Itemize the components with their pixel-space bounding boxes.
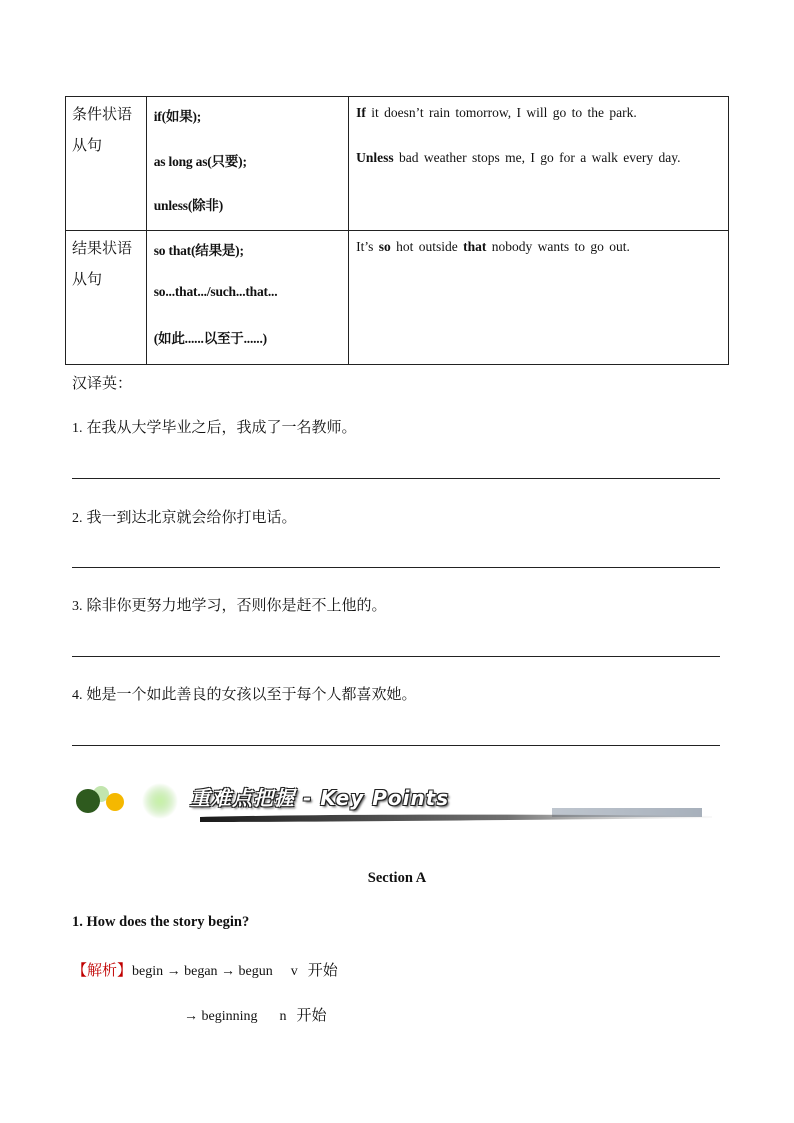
clause-type-line: 结果状语: [72, 239, 133, 257]
question-number: 1.: [72, 421, 83, 436]
exercise-question: [72, 594, 387, 615]
analysis-line: [184, 1004, 327, 1025]
question-number: 4.: [72, 688, 83, 703]
answer-line[interactable]: [72, 656, 720, 657]
analysis-tag: 【解析】: [72, 961, 133, 979]
conjunction-line: so that(结果是);: [153, 243, 244, 258]
conjunction-line: unless(除非): [153, 198, 224, 213]
exercise-question: [72, 416, 357, 437]
verb-forms: begin → began → begun: [132, 964, 273, 979]
table-row: [66, 231, 729, 365]
example-text: hot outside: [390, 239, 464, 254]
exercise-question: [72, 683, 417, 704]
question-text: 除非你更努力地学习，否则你是赶不上他的。: [86, 596, 387, 614]
table-cell-type: [66, 97, 147, 231]
section-title: Section A: [367, 870, 427, 886]
table-row: [66, 97, 729, 231]
example-text: nobody wants to go out.: [486, 239, 630, 254]
table-cell-examples: [349, 97, 729, 231]
answer-line[interactable]: [72, 567, 720, 568]
clause-type-line: 条件状语: [72, 105, 133, 123]
question-text: 我一到达北京就会给你打电话。: [86, 508, 297, 526]
part-of-speech: n: [279, 1009, 287, 1024]
question-number: 2.: [72, 511, 83, 526]
example-sentence: [356, 105, 637, 121]
grammar-table: [65, 96, 729, 365]
conjunction-line: if(如果);: [153, 109, 202, 124]
meaning: 开始: [296, 1006, 327, 1024]
part-of-speech: v: [290, 964, 298, 979]
conjunction-line: as long as(只要);: [153, 154, 247, 169]
answer-line[interactable]: [72, 478, 720, 479]
clause-type-line: 从句: [72, 136, 103, 154]
noun-form: → beginning: [184, 1009, 258, 1024]
meaning: 开始: [307, 961, 338, 979]
key-points-banner: [72, 770, 722, 850]
conjunction-line: so...that.../such...that...: [153, 284, 278, 299]
table-cell-conjunctions: [146, 231, 348, 365]
example-keyword: If: [356, 105, 366, 120]
question-text: 她是一个如此善良的女孩以至于每个人都喜欢她。: [86, 685, 417, 703]
question-number: 3.: [72, 599, 83, 614]
example-keyword: Unless: [356, 150, 394, 165]
table-cell-type: [66, 231, 147, 365]
table-cell-examples: [349, 231, 729, 365]
example-keyword: that: [463, 239, 487, 254]
example-keyword: so: [378, 239, 391, 254]
example-text: it doesn’t rain tomorrow, I will go to the park.: [365, 105, 637, 120]
question-heading: 1. How does the story begin?: [72, 914, 250, 930]
example-sentence: [356, 150, 680, 166]
exercise-question: [72, 506, 297, 527]
exercise-label: 汉译英：: [72, 374, 133, 392]
example-text: bad weather stops me, I go for a walk every day.: [393, 150, 681, 165]
example-text: It’s: [356, 239, 379, 254]
answer-line[interactable]: [72, 745, 720, 746]
example-sentence: [356, 239, 630, 255]
table-cell-conjunctions: [146, 97, 348, 231]
question-text: 在我从大学毕业之后，我成了一名教师。: [86, 418, 357, 436]
conjunction-line: (如此......以至于......): [153, 331, 267, 346]
analysis-line: [72, 959, 338, 980]
clause-type-line: 从句: [72, 270, 103, 288]
banner-title: 重难点把握 - Key Points: [190, 786, 450, 810]
